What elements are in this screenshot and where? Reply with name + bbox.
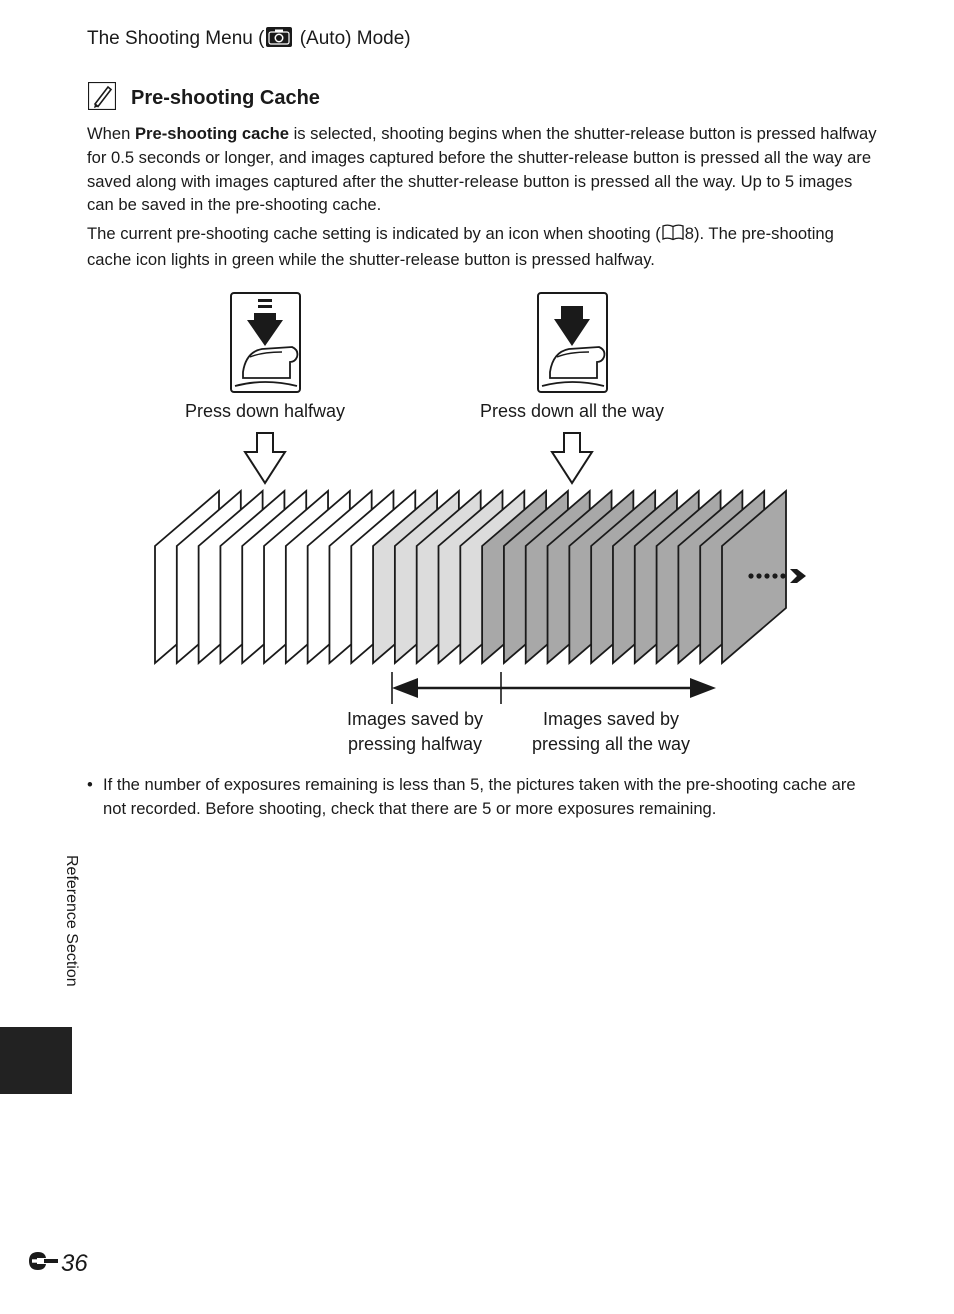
side-section-tab	[0, 1027, 72, 1094]
bullet-list	[87, 773, 867, 821]
shutter-fullpress-illustration	[538, 293, 607, 392]
saved-range-bracket	[392, 672, 716, 704]
p1-lead: When	[87, 124, 135, 143]
caption-allway	[511, 707, 711, 757]
reference-section-icon	[27, 1250, 59, 1278]
down-arrow-halfway-icon	[245, 433, 285, 483]
caption-allway-line1: Images saved by	[542, 709, 680, 729]
bullet-dot-icon: •	[87, 775, 93, 794]
press-all-the-way-label: Press down all the way	[479, 401, 665, 421]
running-head	[87, 27, 411, 53]
down-arrow-full-icon	[552, 433, 592, 483]
frame-stack	[155, 491, 786, 663]
book-reference-icon	[662, 224, 684, 248]
page-number-value: 36	[61, 1250, 88, 1277]
paragraph-intro	[87, 122, 877, 217]
p1-rest: is selected, shooting begins when the shutter-release button is pressed halfway for 0.5 seconds or longer, and images captured before the shutter-release button is pressed all the way are saved along with images captured after the shutter-release button is pressed all the way. Up to 5 images can be saved in the pre-shooting cache.	[87, 124, 877, 215]
caption-halfway	[330, 707, 500, 757]
running-head-text-after: (Auto) Mode)	[294, 28, 411, 49]
press-halfway-label: Press down halfway	[184, 401, 346, 421]
caption-allway-line2: pressing all the way	[531, 734, 691, 754]
running-head-text-before: The Shooting Menu (	[87, 28, 265, 49]
p2-before: The current pre-shooting cache setting is indicated by an icon when shooting (	[87, 224, 661, 243]
p2-page-ref: 8	[684, 224, 694, 243]
left-arrowhead-icon	[392, 678, 418, 698]
right-arrowhead-icon	[690, 678, 716, 698]
p1-bold-term: Pre-shooting cache	[134, 124, 289, 143]
pencil-note-icon	[88, 82, 116, 110]
page-number	[27, 1250, 88, 1278]
p2-after: ). The pre-shooting cache icon lights in green while the shutter-release button is pressed halfway.	[87, 224, 834, 269]
paragraph-indicator	[87, 222, 877, 272]
list-item	[87, 773, 867, 821]
caption-halfway-line2: pressing halfway	[347, 734, 483, 754]
camera-icon	[266, 27, 292, 53]
caption-halfway-line1: Images saved by	[346, 709, 484, 729]
pre-shooting-diagram	[0, 280, 954, 770]
section-title: Pre-shooting Cache	[131, 87, 320, 109]
shutter-halfway-illustration	[231, 293, 300, 392]
bullet-text: If the number of exposures remaining is less than 5, the pictures taken with the pre-shooting cache are not recorded. Before shooting, check that there are 5 or more exposures remaining.	[103, 775, 856, 818]
side-section-label: Reference Section	[63, 855, 80, 987]
